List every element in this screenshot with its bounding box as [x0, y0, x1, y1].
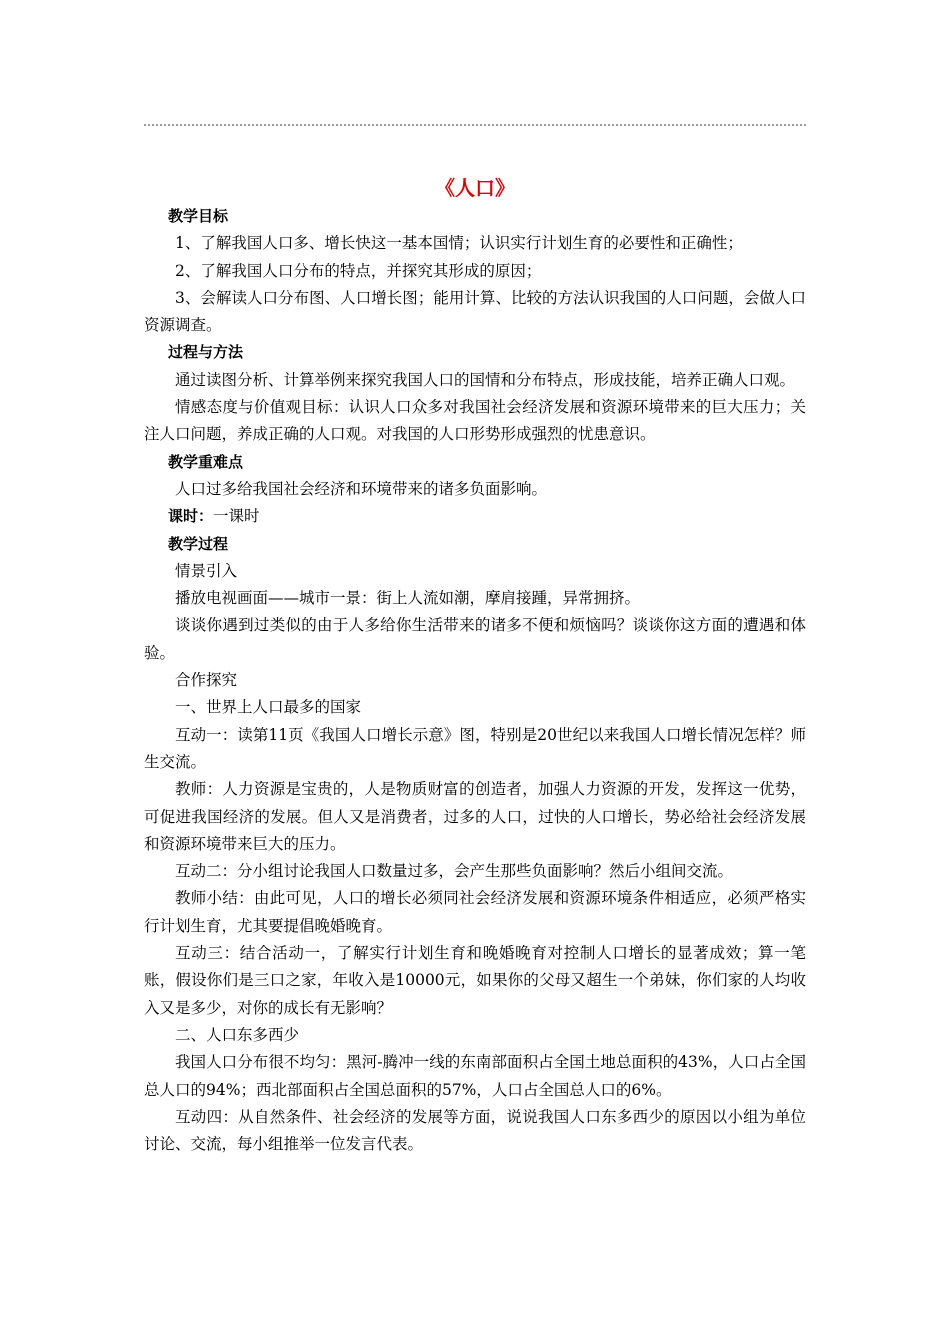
process-method-text: 通过读图分析、计算举例来探究我国人口的国情和分布特点，形成技能，培养正确人口观。	[175, 370, 796, 389]
heading-teaching-process: 教学过程	[168, 534, 229, 553]
section-two-heading: 二、人口东多西少	[175, 1025, 300, 1044]
heading-process-method: 过程与方法	[168, 343, 244, 362]
document-body	[144, 173, 806, 1158]
heading-teaching-goals: 教学目标	[168, 207, 229, 225]
class-hours-value: 一课时	[213, 507, 260, 526]
scene-intro-text: 播放电视画面——城市一景：街上人流如潮，摩肩接踵，异常拥挤。	[175, 589, 641, 608]
emotion-goal-text: 情感态度与价值观目标：认识人口众多对我国社会经济发展和资源环境带来的巨大压力；关注人口问题，养成正确的人口观。对我国的人口形势形成强烈的忧患意识。	[144, 398, 806, 444]
distribution-text: 我国人口分布很不均匀：黑河-腾冲一线的东南部面积占全国土地总面积的43%，人口占全国总人口的94%；西北部面积占全国总面积的57%，人口占全国总人口的6%。	[144, 1053, 806, 1099]
class-hours-label: 课时：	[168, 507, 214, 526]
header-dotted-rule	[144, 124, 806, 126]
class-hours-line	[144, 503, 806, 530]
interaction-four-text: 互动四：从自然条件、社会经济的发展等方面，说说我国人口东多西少的原因以小组为单位讨论、交流，每小组推举一位发言代表。	[144, 1107, 806, 1154]
goal-item-2: 2、了解我国人口分布的特点，并探究其形成的原因；	[175, 261, 542, 280]
heading-key-difficulties: 教学重难点	[168, 452, 244, 471]
teacher-text: 教师：人力资源是宝贵的，人是物质财富的创造者，加强人力资源的开发，发挥这一优势，可促进我国经济的发展。但人又是消费者，过多的人口，过快的人口增长，势必给社会经济发展和资源环境带来巨大的压力。	[144, 780, 806, 853]
section-one-heading: 一、世界上人口最多的国家	[175, 698, 362, 717]
goal-item-1: 1、了解我国人口多、增长快这一基本国情；认识实行计划生育的必要性和正确性；	[175, 234, 743, 253]
document-title: 《人口》	[435, 176, 515, 200]
cooperative-inquiry-label: 合作探究	[175, 671, 238, 690]
interaction-three-text: 互动三：结合活动一，了解实行计划生育和晚婚晚育对控制人口增长的显著成效；算一笔账，假设你们是三口之家，年收入是10000元，如果你的父母又超生一个弟妹，你们家的人均收入又是多少，对你的成长有无影响？	[144, 944, 806, 1017]
scene-intro-label: 情景引入	[175, 561, 238, 580]
teacher-summary-text: 教师小结：由此可见，人口的增长必须同社会经济发展和资源环境条件相适应，必须严格实行计划生育，尤其要提倡晚婚晚育。	[144, 889, 806, 935]
goal-item-3: 3、会解读人口分布图、人口增长图；能用计算、比较的方法认识我国的人口问题，会做人口资源调查。	[144, 288, 806, 335]
key-difficulties-text: 人口过多给我国社会经济和环境带来的诸多负面影响。	[175, 479, 548, 498]
interaction-one-text: 互动一：读第11页《我国人口增长示意》图，特别是20世纪以来我国人口增长情况怎样？师生交流。	[144, 725, 806, 771]
scene-question-text: 谈谈你遇到过类似的由于人多给你生活带来的诸多不便和烦恼吗？谈谈你这方面的遭遇和体验。	[144, 616, 806, 662]
interaction-two-text: 互动二：分小组讨论我国人口数量过多，会产生那些负面影响？然后小组间交流。	[175, 862, 734, 881]
